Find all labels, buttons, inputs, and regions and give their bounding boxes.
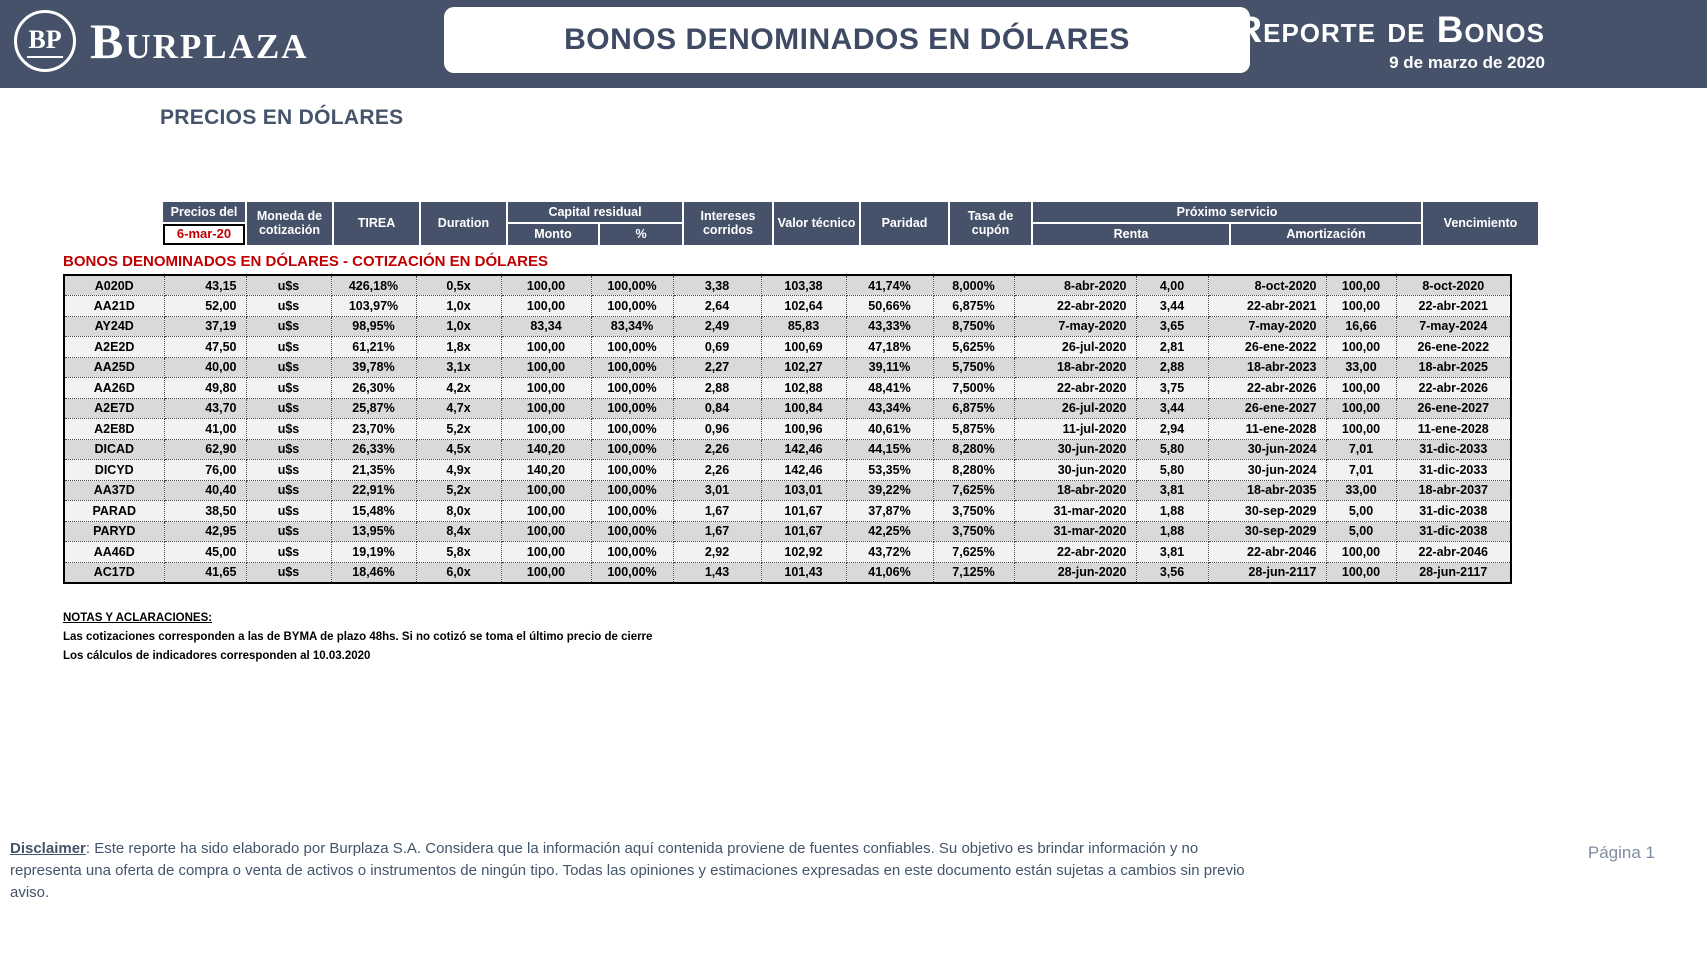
table-cell: 44,15% <box>846 439 933 460</box>
table-cell: 30-jun-2024 <box>1208 460 1326 481</box>
table-cell: 30-jun-2020 <box>1014 439 1136 460</box>
table-cell: 1,88 <box>1136 521 1208 542</box>
table-cell: 26-ene-2027 <box>1208 398 1326 419</box>
ticker-cell: PARAD <box>64 501 164 522</box>
table-cell: 22-abr-2020 <box>1014 542 1136 563</box>
col-header-pct: % <box>600 224 682 245</box>
table-cell: 2,88 <box>1136 357 1208 378</box>
table-cell: 76,00 <box>164 460 246 481</box>
table-cell: 102,64 <box>761 296 846 317</box>
notes-section <box>63 612 652 662</box>
table-cell: 0,96 <box>673 419 761 440</box>
table-cell: 42,25% <box>846 521 933 542</box>
table-cell: 3,01 <box>673 480 761 501</box>
table-cell: 102,92 <box>761 542 846 563</box>
table-cell: 100,00% <box>591 357 673 378</box>
ticker-cell: AA25D <box>64 357 164 378</box>
ticker-cell: A2E8D <box>64 419 164 440</box>
table-cell: 6,875% <box>933 296 1014 317</box>
table-cell: 0,84 <box>673 398 761 419</box>
ticker-cell: DICYD <box>64 460 164 481</box>
table-cell: 40,40 <box>164 480 246 501</box>
table-cell: 5,875% <box>933 419 1014 440</box>
table-cell: 3,44 <box>1136 296 1208 317</box>
table-cell: 102,88 <box>761 378 846 399</box>
table-cell: 8-abr-2020 <box>1014 275 1136 296</box>
table-cell: u$s <box>246 460 331 481</box>
table-cell: 100,00% <box>591 275 673 296</box>
table-cell: 28-jun-2020 <box>1014 562 1136 583</box>
table-cell: 28-jun-2117 <box>1208 562 1326 583</box>
table-cell: 18,46% <box>331 562 416 583</box>
table-cell: 43,70 <box>164 398 246 419</box>
table-row <box>64 419 1511 440</box>
table-cell: 8-oct-2020 <box>1396 275 1511 296</box>
table-cell: 39,22% <box>846 480 933 501</box>
table-cell: 41,74% <box>846 275 933 296</box>
table-cell: 61,21% <box>331 337 416 358</box>
table-row <box>64 275 1511 296</box>
table-row <box>64 357 1511 378</box>
table-cell: 22-abr-2026 <box>1396 378 1511 399</box>
table-cell: 22-abr-2021 <box>1396 296 1511 317</box>
col-header-valor-tecnico: Valor técnico <box>774 202 859 245</box>
table-cell: 100,00% <box>591 398 673 419</box>
table-cell: 40,00 <box>164 357 246 378</box>
table-cell: 142,46 <box>761 460 846 481</box>
table-cell: 7,01 <box>1326 460 1396 481</box>
table-cell: 2,49 <box>673 316 761 337</box>
table-cell: 18-abr-2020 <box>1014 480 1136 501</box>
table-row <box>64 398 1511 419</box>
table-cell: 43,15 <box>164 275 246 296</box>
table-cell: 28-jun-2117 <box>1396 562 1511 583</box>
table-cell: 25,87% <box>331 398 416 419</box>
table-cell: 3,81 <box>1136 480 1208 501</box>
table-cell: 31-dic-2033 <box>1396 439 1511 460</box>
table-cell: 16,66 <box>1326 316 1396 337</box>
col-header-duration: Duration <box>421 202 506 245</box>
table-cell: u$s <box>246 439 331 460</box>
table-cell: 6,0x <box>416 562 501 583</box>
table-cell: 3,81 <box>1136 542 1208 563</box>
table-cell: 37,87% <box>846 501 933 522</box>
table-cell: 5,80 <box>1136 439 1208 460</box>
table-cell: 7,625% <box>933 480 1014 501</box>
table-cell: 18-abr-2023 <box>1208 357 1326 378</box>
table-cell: 4,5x <box>416 439 501 460</box>
ticker-cell: AA37D <box>64 480 164 501</box>
table-row <box>64 337 1511 358</box>
header-row-1 <box>163 202 1538 222</box>
table-cell: 8,000% <box>933 275 1014 296</box>
col-header-precios-del: Precios del <box>163 202 245 222</box>
table-cell: 30-sep-2029 <box>1208 501 1326 522</box>
table-cell: 102,27 <box>761 357 846 378</box>
ticker-cell: AY24D <box>64 316 164 337</box>
disclaimer-label: Disclaimer <box>10 840 86 857</box>
table-cell: 7,01 <box>1326 439 1396 460</box>
table-cell: u$s <box>246 398 331 419</box>
table-cell: 22-abr-2046 <box>1208 542 1326 563</box>
table-cell: 7,125% <box>933 562 1014 583</box>
table-cell: u$s <box>246 337 331 358</box>
col-header-tasa-cupon: Tasa de cupón <box>950 202 1031 245</box>
table-cell: 11-ene-2028 <box>1208 419 1326 440</box>
table-cell: 18-abr-2025 <box>1396 357 1511 378</box>
table-cell: 39,78% <box>331 357 416 378</box>
table-cell: 100,00% <box>591 296 673 317</box>
table-cell: 30-jun-2020 <box>1014 460 1136 481</box>
table-cell: 7,500% <box>933 378 1014 399</box>
table-cell: u$s <box>246 480 331 501</box>
table-cell: 26-ene-2027 <box>1396 398 1511 419</box>
table-row <box>64 480 1511 501</box>
table-cell: 5,2x <box>416 480 501 501</box>
table-cell: 23,70% <box>331 419 416 440</box>
ticker-cell: A2E2D <box>64 337 164 358</box>
report-date: 9 de marzo de 2020 <box>1389 53 1545 72</box>
table-cell: 11-jul-2020 <box>1014 419 1136 440</box>
table-cell: 4,7x <box>416 398 501 419</box>
table-cell: 18-abr-2020 <box>1014 357 1136 378</box>
table-cell: 8,4x <box>416 521 501 542</box>
table-cell: 45,00 <box>164 542 246 563</box>
table-cell: 103,97% <box>331 296 416 317</box>
table-cell: 26-ene-2022 <box>1396 337 1511 358</box>
table-cell: 22-abr-2020 <box>1014 378 1136 399</box>
table-cell: 100,00 <box>501 398 591 419</box>
table-cell: 22-abr-2021 <box>1208 296 1326 317</box>
table-row <box>64 460 1511 481</box>
table-cell: u$s <box>246 562 331 583</box>
bp-monogram-text: BP <box>27 25 62 58</box>
table-cell: 5,8x <box>416 542 501 563</box>
table-cell: 85,83 <box>761 316 846 337</box>
table-cell: 83,34% <box>591 316 673 337</box>
disclaimer <box>10 838 1250 903</box>
table-cell: 8,0x <box>416 501 501 522</box>
table-cell: 8,280% <box>933 460 1014 481</box>
table-cell: 30-sep-2029 <box>1208 521 1326 542</box>
table-cell: 1,88 <box>1136 501 1208 522</box>
table-cell: 100,00 <box>1326 542 1396 563</box>
table-row <box>64 316 1511 337</box>
table-cell: 100,00 <box>501 562 591 583</box>
page-number: Página 1 <box>1587 843 1655 862</box>
ticker-cell: A020D <box>64 275 164 296</box>
table-cell: 1,43 <box>673 562 761 583</box>
table-cell: u$s <box>246 419 331 440</box>
table-cell: 8-oct-2020 <box>1208 275 1326 296</box>
table-cell: 33,00 <box>1326 480 1396 501</box>
table-cell: 52,00 <box>164 296 246 317</box>
col-header-renta: Renta <box>1033 224 1229 245</box>
table-cell: 2,81 <box>1136 337 1208 358</box>
table-cell: 15,48% <box>331 501 416 522</box>
table-cell: 103,01 <box>761 480 846 501</box>
table-cell: 101,67 <box>761 521 846 542</box>
table-row <box>64 562 1511 583</box>
table-cell: 41,65 <box>164 562 246 583</box>
table-cell: 26,33% <box>331 439 416 460</box>
table-cell: 100,00 <box>1326 562 1396 583</box>
table-cell: 2,92 <box>673 542 761 563</box>
table-cell: 100,00 <box>1326 398 1396 419</box>
table-cell: 43,72% <box>846 542 933 563</box>
table-cell: 2,27 <box>673 357 761 378</box>
table-cell: 26,30% <box>331 378 416 399</box>
table-cell: 33,00 <box>1326 357 1396 378</box>
table-cell: 37,19 <box>164 316 246 337</box>
table-cell: 2,26 <box>673 439 761 460</box>
table-cell: 7-may-2024 <box>1396 316 1511 337</box>
ticker-cell: DICAD <box>64 439 164 460</box>
table-cell: 426,18% <box>331 275 416 296</box>
table-cell: 140,20 <box>501 460 591 481</box>
table-cell: 53,35% <box>846 460 933 481</box>
page-title: BONOS DENOMINADOS EN DÓLARES <box>564 23 1130 56</box>
table-cell: 100,00% <box>591 337 673 358</box>
table-cell: 100,96 <box>761 419 846 440</box>
table-cell: 19,19% <box>331 542 416 563</box>
col-header-vencimiento: Vencimiento <box>1423 202 1538 245</box>
table-cell: 2,88 <box>673 378 761 399</box>
table-cell: 3,750% <box>933 521 1014 542</box>
col-header-intereses: Intereses corridos <box>684 202 772 245</box>
table-cell: 7-may-2020 <box>1014 316 1136 337</box>
table-cell: 3,750% <box>933 501 1014 522</box>
table-cell: 26-ene-2022 <box>1208 337 1326 358</box>
table-cell: 18-abr-2035 <box>1208 480 1326 501</box>
table-cell: 100,00% <box>591 521 673 542</box>
table-cell: 103,38 <box>761 275 846 296</box>
col-header-moneda: Moneda de cotización <box>247 202 332 245</box>
table-cell: 4,2x <box>416 378 501 399</box>
table-cell: 22-abr-2020 <box>1014 296 1136 317</box>
table-cell: 100,00% <box>591 501 673 522</box>
table-cell: 100,84 <box>761 398 846 419</box>
table-cell: 4,00 <box>1136 275 1208 296</box>
bond-table-body <box>64 275 1511 583</box>
table-cell: 1,8x <box>416 337 501 358</box>
table-cell: 0,69 <box>673 337 761 358</box>
table-cell: 41,06% <box>846 562 933 583</box>
table-cell: u$s <box>246 316 331 337</box>
table-row <box>64 296 1511 317</box>
table-cell: 98,95% <box>331 316 416 337</box>
table-cell: 5,80 <box>1136 460 1208 481</box>
note-line: Las cotizaciones corresponden a las de BYMA de plazo 48hs. Si no cotizó se toma el último precio de cierre <box>63 631 653 643</box>
table-cell: 41,00 <box>164 419 246 440</box>
table-cell: 142,46 <box>761 439 846 460</box>
table-cell: 140,20 <box>501 439 591 460</box>
column-header-table <box>161 200 1540 247</box>
table-cell: 100,00 <box>1326 275 1396 296</box>
burplaza-logo <box>14 10 309 72</box>
table-cell: 5,00 <box>1326 521 1396 542</box>
table-cell: 100,00% <box>591 460 673 481</box>
table-cell: 1,67 <box>673 501 761 522</box>
table-cell: 1,0x <box>416 316 501 337</box>
bond-table <box>63 274 1512 584</box>
table-cell: u$s <box>246 521 331 542</box>
table-row <box>64 501 1511 522</box>
table-cell: 26-jul-2020 <box>1014 337 1136 358</box>
col-header-capital-residual: Capital residual <box>508 202 682 222</box>
table-cell: 100,00 <box>501 337 591 358</box>
table-cell: 4,9x <box>416 460 501 481</box>
table-cell: 62,90 <box>164 439 246 460</box>
table-cell: 0,5x <box>416 275 501 296</box>
table-cell: 100,00 <box>501 542 591 563</box>
col-header-tirea: TIREA <box>334 202 419 245</box>
ticker-cell: A2E7D <box>64 398 164 419</box>
report-name: Reporte de Bonos <box>1235 9 1545 50</box>
table-cell: 22-abr-2026 <box>1208 378 1326 399</box>
table-row <box>64 439 1511 460</box>
table-cell: 22,91% <box>331 480 416 501</box>
table-cell: 100,00 <box>1326 378 1396 399</box>
table-cell: 47,18% <box>846 337 933 358</box>
ticker-cell: AA26D <box>64 378 164 399</box>
table-cell: 100,00 <box>1326 419 1396 440</box>
ticker-cell: AA46D <box>64 542 164 563</box>
table-cell: 5,2x <box>416 419 501 440</box>
table-cell: 5,750% <box>933 357 1014 378</box>
table-cell: 1,0x <box>416 296 501 317</box>
ticker-cell: PARYD <box>64 521 164 542</box>
table-cell: 22-abr-2046 <box>1396 542 1511 563</box>
col-header-monto: Monto <box>508 224 598 245</box>
table-cell: 7,625% <box>933 542 1014 563</box>
table-cell: 101,43 <box>761 562 846 583</box>
table-cell: 100,00% <box>591 480 673 501</box>
table-cell: 31-dic-2038 <box>1396 501 1511 522</box>
notes-title: NOTAS Y ACLARACIONES: <box>63 612 213 624</box>
table-cell: 47,50 <box>164 337 246 358</box>
table-cell: 100,69 <box>761 337 846 358</box>
col-header-proximo-servicio: Próximo servicio <box>1033 202 1421 222</box>
table-cell: 49,80 <box>164 378 246 399</box>
table-row <box>64 521 1511 542</box>
table-cell: 100,00 <box>1326 296 1396 317</box>
table-cell: 5,625% <box>933 337 1014 358</box>
table-cell: 11-ene-2028 <box>1396 419 1511 440</box>
table-cell: 100,00 <box>501 521 591 542</box>
table-cell: u$s <box>246 378 331 399</box>
table-cell: u$s <box>246 296 331 317</box>
top-header-bar <box>0 0 1707 88</box>
disclaimer-text: : Este reporte ha sido elaborado por Burplaza S.A. Considera que la información aquí contenida proviene de fuentes confiables. Su objetivo es brindar información y no representa una oferta de compra o venta de activos o instrumentos de ningún tipo. Todas las opiniones y estimaciones expresadas en este documento están sujetas a cambios sin previo aviso. <box>10 840 1245 901</box>
table-cell: 39,11% <box>846 357 933 378</box>
table-cell: 31-dic-2033 <box>1396 460 1511 481</box>
table-cell: 18-abr-2037 <box>1396 480 1511 501</box>
table-cell: 100,00% <box>591 419 673 440</box>
table-cell: 100,00 <box>501 480 591 501</box>
price-date-cell: 6-mar-20 <box>163 224 245 245</box>
table-cell: 2,94 <box>1136 419 1208 440</box>
table-cell: 3,75 <box>1136 378 1208 399</box>
table-cell: 50,66% <box>846 296 933 317</box>
table-cell: 100,00 <box>501 296 591 317</box>
table-cell: 31-mar-2020 <box>1014 521 1136 542</box>
table-cell: 100,00% <box>591 439 673 460</box>
table-cell: 100,00 <box>501 419 591 440</box>
table-cell: u$s <box>246 542 331 563</box>
table-cell: 3,44 <box>1136 398 1208 419</box>
table-cell: 3,56 <box>1136 562 1208 583</box>
table-cell: 2,26 <box>673 460 761 481</box>
ticker-cell: AA21D <box>64 296 164 317</box>
table-cell: 13,95% <box>331 521 416 542</box>
section-title: PRECIOS EN DÓLARES <box>160 106 404 129</box>
table-cell: 1,67 <box>673 521 761 542</box>
table-cell: u$s <box>246 501 331 522</box>
table-cell: 101,67 <box>761 501 846 522</box>
table-cell: u$s <box>246 275 331 296</box>
table-cell: 21,35% <box>331 460 416 481</box>
table-cell: 100,00 <box>501 501 591 522</box>
table-row <box>64 378 1511 399</box>
table-cell: 3,1x <box>416 357 501 378</box>
table-cell: 100,00 <box>501 357 591 378</box>
report-title-box <box>444 7 1250 73</box>
table-subtitle: BONOS DENOMINADOS EN DÓLARES - COTIZACIÓN EN DÓLARES <box>63 253 549 270</box>
report-meta <box>1235 8 1545 74</box>
table-cell: 8,280% <box>933 439 1014 460</box>
table-cell: 2,64 <box>673 296 761 317</box>
table-cell: 7-may-2020 <box>1208 316 1326 337</box>
table-cell: 40,61% <box>846 419 933 440</box>
table-cell: 5,00 <box>1326 501 1396 522</box>
table-cell: u$s <box>246 357 331 378</box>
col-header-amortizacion: Amortización <box>1231 224 1421 245</box>
table-cell: 6,875% <box>933 398 1014 419</box>
brand-name: Burplaza <box>90 13 309 69</box>
table-cell: 48,41% <box>846 378 933 399</box>
ticker-cell: AC17D <box>64 562 164 583</box>
table-cell: 100,00% <box>591 378 673 399</box>
table-cell: 3,38 <box>673 275 761 296</box>
table-row <box>64 542 1511 563</box>
table-cell: 42,95 <box>164 521 246 542</box>
table-cell: 38,50 <box>164 501 246 522</box>
table-cell: 43,33% <box>846 316 933 337</box>
table-cell: 43,34% <box>846 398 933 419</box>
table-cell: 3,65 <box>1136 316 1208 337</box>
note-line: Los cálculos de indicadores corresponden al 10.03.2020 <box>63 650 371 662</box>
table-cell: 26-jul-2020 <box>1014 398 1136 419</box>
col-header-paridad: Paridad <box>861 202 948 245</box>
table-cell: 100,00% <box>591 542 673 563</box>
table-cell: 30-jun-2024 <box>1208 439 1326 460</box>
table-cell: 100,00 <box>501 378 591 399</box>
table-cell: 100,00% <box>591 562 673 583</box>
table-cell: 100,00 <box>1326 337 1396 358</box>
bp-monogram-icon <box>14 10 76 72</box>
table-cell: 100,00 <box>501 275 591 296</box>
table-cell: 83,34 <box>501 316 591 337</box>
table-cell: 31-mar-2020 <box>1014 501 1136 522</box>
table-cell: 8,750% <box>933 316 1014 337</box>
table-cell: 31-dic-2038 <box>1396 521 1511 542</box>
